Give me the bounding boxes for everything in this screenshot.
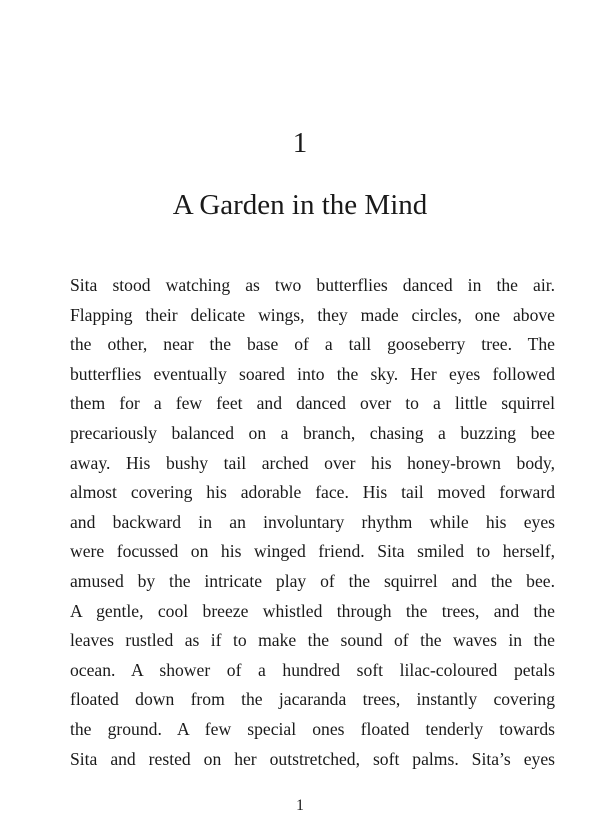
text-line xyxy=(70,271,555,301)
text-line-content: Sita and rested on her outstretched, soft palms. Sita’s eyes xyxy=(70,748,555,769)
text-line-content: floated down from the jacaranda trees, instantly covering xyxy=(70,689,555,710)
chapter-number: 1 xyxy=(292,127,308,159)
text-line xyxy=(70,419,555,449)
text-line-content: Sita stood watching as two butterflies danced in the air. xyxy=(70,275,555,295)
text-line-content: leaves rustled as if to make the sound of the waves in the xyxy=(70,630,555,651)
text-line-content: and backward in an involuntary rhythm while his eyes xyxy=(70,511,555,532)
text-line xyxy=(70,685,555,715)
page-number: 1 xyxy=(296,797,304,814)
text-line xyxy=(70,301,555,331)
chapter-title: A Garden in the Mind xyxy=(172,189,428,221)
body-paragraph xyxy=(70,271,555,774)
text-line xyxy=(70,508,555,538)
text-line-content: them for a few feet and danced over to a little squirrel xyxy=(70,393,555,414)
text-line xyxy=(70,745,555,775)
text-line xyxy=(70,478,555,508)
text-line-content: were focussed on his winged friend. Sita smiled to herself, xyxy=(70,541,555,562)
text-line xyxy=(70,715,555,745)
text-line-content: away. His bushy tail arched over his honey-brown body, xyxy=(70,452,555,473)
text-line-content: Flapping their delicate wings, they made circles, one above xyxy=(70,304,555,325)
text-line-content: precariously balanced on a branch, chasing a buzzing bee xyxy=(70,422,555,443)
text-line-content: ocean. A shower of a hundred soft lilac-coloured petals xyxy=(70,659,555,680)
text-line xyxy=(70,330,555,360)
text-line xyxy=(70,389,555,419)
text-line-content: butterflies eventually soared into the sky. Her eyes followed xyxy=(70,363,555,384)
text-line xyxy=(70,656,555,686)
text-line xyxy=(70,537,555,567)
text-line-content: amused by the intricate play of the squirrel and the bee. xyxy=(70,570,555,591)
text-line xyxy=(70,626,555,656)
text-line xyxy=(70,567,555,597)
text-line-content: almost covering his adorable face. His tail moved forward xyxy=(70,482,555,503)
text-line xyxy=(70,360,555,390)
text-line-content: the ground. A few special ones floated tenderly towards xyxy=(70,718,555,739)
text-line xyxy=(70,449,555,479)
text-line-content: the other, near the base of a tall gooseberry tree. The xyxy=(70,334,555,355)
text-line xyxy=(70,597,555,627)
text-line-content: A gentle, cool breeze whistled through the trees, and the xyxy=(70,600,555,621)
